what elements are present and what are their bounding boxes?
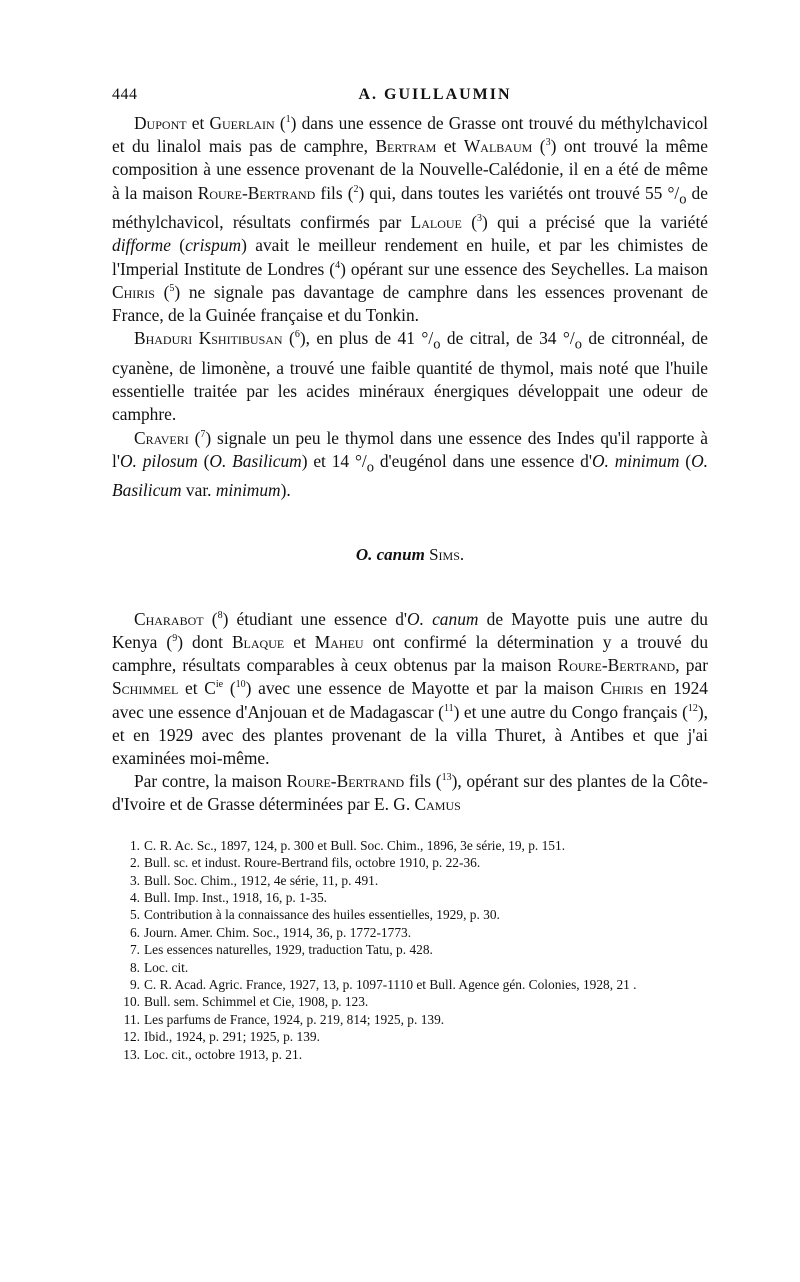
footnote-number: 13. — [123, 1046, 140, 1062]
footnote-number: 4. — [129, 889, 140, 905]
footnote-9 — [118, 976, 708, 993]
page — [112, 78, 708, 1063]
footnote-text: Journ. Amer. Chim. Soc., 1914, 36, p. 1772-1773. — [144, 924, 412, 940]
footnote-11 — [118, 1011, 708, 1028]
paragraph-5: Par contre, la maison Roure-Bertrand fils ($^{13}$), opérant sur des plantes de la Côte-d'Ivoire et de Grasse déterminées par E. G. Camus — [112, 771, 708, 815]
footnote-text: C. R. Acad. Agric. France, 1927, 13, p. 1097-1110 et Bull. Agence gén. Colonies, 1928, 21 . — [144, 976, 637, 992]
footnote-12 — [118, 1028, 708, 1045]
paragraph-1: Dupont et Guerlain ($^1$) dans une essence de Grasse ont trouvé du méthylchavicol et du linalol mais pas de camphre, Bertram et Walbaum ($^3$) ont trouvé la même composition à une essence provenant de la Nouvelle-Calédonie, il en a été de même à la maison Roure-Bertrand fils ($^2$) qui, dans toutes les variétés ont trouvé 55 $^\circ/_o$ de méthylchavicol, résultats confirmés par Laloue ($^3$) qui a précisé que la variété difforme (crispum) avait le meilleur rendement en huile, et par les chimistes de l'Imperial Institute de Londres ($^4$) opérant sur une essence des Seychelles. La maison Chiris ($^5$) ne signale pas davantage de camphre dans les essences provenant de France, de la Guinée française et du Tonkin. — [112, 113, 709, 326]
footnote-number: 2. — [129, 855, 140, 871]
footnote-text: Loc. cit. — [144, 959, 189, 975]
footnote-text: Loc. cit., octobre 1913, p. 21. — [144, 1046, 303, 1062]
footnote-text: Les essences naturelles, 1929, traduction Tatu, p. 428. — [144, 942, 433, 958]
section-title — [112, 543, 708, 566]
footnote-number: 5. — [129, 907, 140, 923]
species-name: O. canum — [355, 544, 425, 564]
footnote-13 — [118, 1046, 708, 1063]
paragraph-3: Craveri ($^7$) signale un peu le thymol dans une essence des Indes qu'il rapporte à l'O. pilosum (O. Basilicum) et 14 $^\circ/_o$ d'eugénol dans une essence d'O. minimum (O. Basilicum var. minimum). — [112, 427, 708, 501]
footnote-number: 11. — [123, 1011, 140, 1027]
species-author: Sims. — [429, 544, 465, 564]
footnote-number: 6. — [129, 924, 140, 940]
footnote-number: 9. — [129, 976, 140, 992]
running-head: A. GUILLAUMIN — [358, 86, 512, 103]
footnote-1 — [118, 837, 708, 854]
page-number: 444 — [112, 86, 138, 103]
footnote-text: Contribution à la connaissance des huiles essentielles, 1929, p. 30. — [144, 907, 500, 923]
page-header — [112, 78, 708, 112]
footnote-text: Les parfums de France, 1924, p. 219, 814; 1925, p. 139. — [144, 1011, 445, 1027]
footnote-text: Bull. sc. et indust. Roure-Bertrand fils, octobre 1910, p. 22-36. — [144, 855, 481, 871]
footnote-number: 1. — [129, 837, 140, 853]
footnote-text: C. R. Ac. Sc., 1897, 124, p. 300 et Bull. Soc. Chim., 1896, 3e série, 19, p. 151. — [144, 837, 566, 853]
footnote-6 — [118, 924, 708, 941]
footnote-10 — [118, 993, 708, 1010]
footnote-7 — [118, 941, 708, 958]
footnote-4 — [118, 889, 708, 906]
footnote-8 — [118, 959, 708, 976]
footnotes — [112, 837, 708, 1063]
footnote-text: Bull. Imp. Inst., 1918, 16, p. 1-35. — [144, 889, 328, 905]
footnote-number: 10. — [123, 994, 140, 1010]
footnote-number: 3. — [129, 872, 140, 888]
paragraph-2: Bhaduri Kshitibusan ($^6$), en plus de 41 $^\circ/_o$ de citral, de 34 $^\circ/_o$ de citronnéal, de cyanène, de limonène, a trouvé une faible quantité de thymol, mais noté que l'huile essentielle traitée par les acides minéraux énergiques développait une odeur de camphre. — [112, 328, 708, 425]
footnote-2 — [118, 854, 708, 871]
footnote-number: 8. — [129, 959, 140, 975]
footnote-text: Bull. Soc. Chim., 1912, 4e série, 11, p. 491. — [144, 872, 379, 888]
paragraph-4: Charabot ($^8$) étudiant une essence d'O. canum de Mayotte puis une autre du Kenya ($^9$) dont Blaque et Maheu ont confirmé la détermination y a trouvé du camphre, résultats comparables à ceux obtenus par la maison Roure-Bertrand, par Schimmel et $C^{ie}$ ($^{10}$) avec une essence de Mayotte et par la maison Chiris en 1924 avec une essence d'Anjouan et de Madagascar ($^{11}$) et une autre du Congo français ($^{12}$), et en 1929 avec des plantes provenant de la villa Thuret, à Antibes et que j'ai examinées moi-même. — [112, 608, 709, 769]
footnote-text: Ibid., 1924, p. 291; 1925, p. 139. — [144, 1029, 320, 1045]
footnote-number: 7. — [129, 942, 140, 958]
footnote-3 — [118, 872, 708, 889]
footnote-text: Bull. sem. Schimmel et Cie, 1908, p. 123. — [144, 994, 369, 1010]
footnote-number: 12. — [123, 1029, 140, 1045]
footnote-5 — [118, 906, 708, 923]
